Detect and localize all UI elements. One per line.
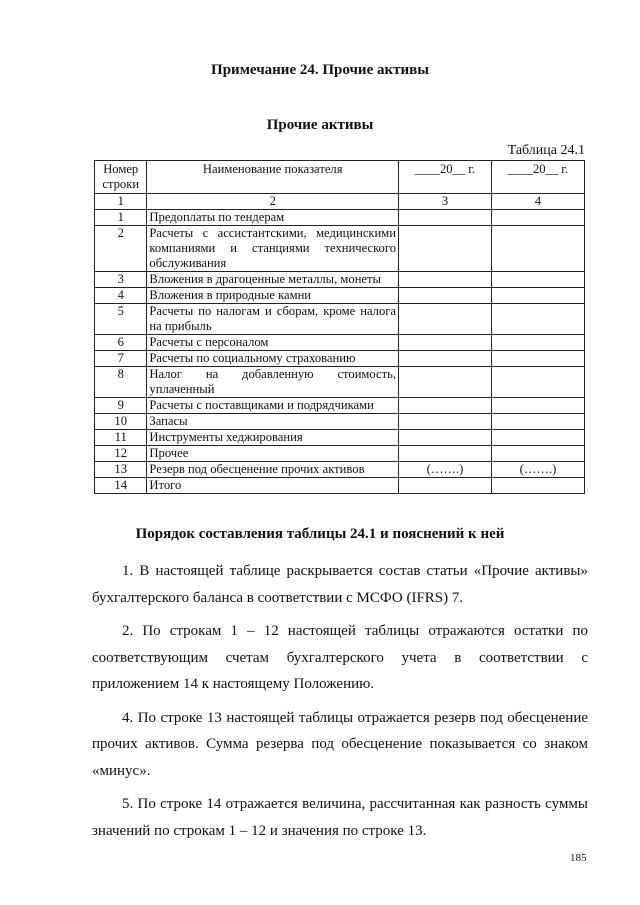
row-number-cell: 5 xyxy=(95,304,147,335)
table-row xyxy=(95,288,585,304)
year-1-value-cell xyxy=(399,430,492,446)
year-2-value-cell xyxy=(491,335,584,351)
row-number-cell: 9 xyxy=(95,398,147,414)
table-number-label: Таблица 24.1 xyxy=(507,143,585,158)
year-1-value-cell xyxy=(399,398,492,414)
table-row xyxy=(95,335,585,351)
year-2-value-cell xyxy=(491,478,584,494)
header-year-2: ____20__ г. xyxy=(491,161,584,194)
row-number-cell: 12 xyxy=(95,446,147,462)
row-number-cell: 7 xyxy=(95,351,147,367)
paragraph: 1. В настоящей таблице раскрывается состав статьи «Прочие активы» бухгалтерского баланса в соответствии с МСФО (IFRS) 7. xyxy=(92,563,588,606)
year-2-value-cell: (…….) xyxy=(491,462,584,478)
indicator-name-cell: Инструменты хеджирования xyxy=(147,430,399,446)
year-1-value-cell: (…….) xyxy=(399,462,492,478)
paragraph: 5. По строке 14 отражается величина, рассчитанная как разность суммы значений по строкам 1 – 12 и значения по строке 13. xyxy=(92,796,588,839)
table-header-row xyxy=(95,161,585,194)
year-1-value-cell xyxy=(399,367,492,398)
paragraph: 4. По строке 13 настоящей таблицы отражается резерв под обесценение прочих активов. Сумма резерва под обесценение показывается со знаком «минус». xyxy=(92,709,588,779)
year-2-value-cell xyxy=(491,304,584,335)
column-index: 4 xyxy=(491,194,584,210)
year-2-value-cell xyxy=(491,288,584,304)
year-2-value-cell xyxy=(491,272,584,288)
explanation-paragraphs xyxy=(92,558,588,851)
year-2-value-cell xyxy=(491,446,584,462)
column-index: 1 xyxy=(95,194,147,210)
indicator-name-cell: Налог на добавленную стоимость, уплаченный xyxy=(147,367,399,398)
indicator-name-cell: Резерв под обесценение прочих активов xyxy=(147,462,399,478)
column-index: 3 xyxy=(399,194,492,210)
indicator-name-cell: Расчеты по социальному страхованию xyxy=(147,351,399,367)
year-1-value-cell xyxy=(399,351,492,367)
indicator-name-cell: Вложения в драгоценные металлы, монеты xyxy=(147,272,399,288)
year-2-value-cell xyxy=(491,414,584,430)
column-index-row xyxy=(95,194,585,210)
row-number-cell: 6 xyxy=(95,335,147,351)
table-row xyxy=(95,398,585,414)
column-index: 2 xyxy=(147,194,399,210)
year-1-value-cell xyxy=(399,478,492,494)
indicator-name-cell: Расчеты по налогам и сборам, кроме налога на прибыль xyxy=(147,304,399,335)
row-number-cell: 1 xyxy=(95,210,147,226)
row-number-cell: 8 xyxy=(95,367,147,398)
row-number-cell: 13 xyxy=(95,462,147,478)
section-heading: Порядок составления таблицы 24.1 и пояснений к ней xyxy=(135,526,505,542)
indicator-name-cell: Запасы xyxy=(147,414,399,430)
paragraph: 2. По строкам 1 – 12 настоящей таблицы отражаются остатки по соответствующим счетам бухгалтерского учета в соответствии с приложением 14 к настоящему Положению. xyxy=(92,623,588,692)
year-1-value-cell xyxy=(399,272,492,288)
row-number-cell: 4 xyxy=(95,288,147,304)
year-1-value-cell xyxy=(399,210,492,226)
year-2-value-cell xyxy=(491,398,584,414)
indicator-name-cell: Итого xyxy=(147,478,399,494)
table-row xyxy=(95,304,585,335)
year-2-value-cell xyxy=(491,367,584,398)
row-number-cell: 11 xyxy=(95,430,147,446)
table-row xyxy=(95,226,585,272)
year-2-value-cell xyxy=(491,430,584,446)
indicator-name-cell: Предоплаты по тендерам xyxy=(147,210,399,226)
table-row xyxy=(95,462,585,478)
table-row xyxy=(95,272,585,288)
table-row xyxy=(95,367,585,398)
header-year-1: ____20__ г. xyxy=(399,161,492,194)
header-indicator-name: Наименование показателя xyxy=(147,161,399,194)
table-row xyxy=(95,446,585,462)
table-row xyxy=(95,210,585,226)
year-1-value-cell xyxy=(399,414,492,430)
table-row xyxy=(95,478,585,494)
row-number-cell: 3 xyxy=(95,272,147,288)
year-2-value-cell xyxy=(491,226,584,272)
year-2-value-cell xyxy=(491,351,584,367)
table-row xyxy=(95,351,585,367)
indicator-name-cell: Расчеты с персоналом xyxy=(147,335,399,351)
table-row xyxy=(95,414,585,430)
row-number-cell: 2 xyxy=(95,226,147,272)
other-assets-table xyxy=(94,160,585,494)
year-2-value-cell xyxy=(491,210,584,226)
year-1-value-cell xyxy=(399,226,492,272)
year-1-value-cell xyxy=(399,446,492,462)
table-row xyxy=(95,430,585,446)
year-1-value-cell xyxy=(399,288,492,304)
indicator-name-cell: Вложения в природные камни xyxy=(147,288,399,304)
indicator-name-cell: Расчеты с поставщиками и подрядчиками xyxy=(147,398,399,414)
page-title: Примечание 24. Прочие активы xyxy=(211,62,429,78)
indicator-name-cell: Прочее xyxy=(147,446,399,462)
header-row-number: Номер строки xyxy=(95,161,147,194)
row-number-cell: 10 xyxy=(95,414,147,430)
year-1-value-cell xyxy=(399,304,492,335)
year-1-value-cell xyxy=(399,335,492,351)
row-number-cell: 14 xyxy=(95,478,147,494)
indicator-name-cell: Расчеты с ассистантскими, медицинскими компаниями и станциями технического обслуживания xyxy=(147,226,399,272)
table-heading: Прочие активы xyxy=(266,117,374,133)
page-number: 185 xyxy=(570,852,587,864)
